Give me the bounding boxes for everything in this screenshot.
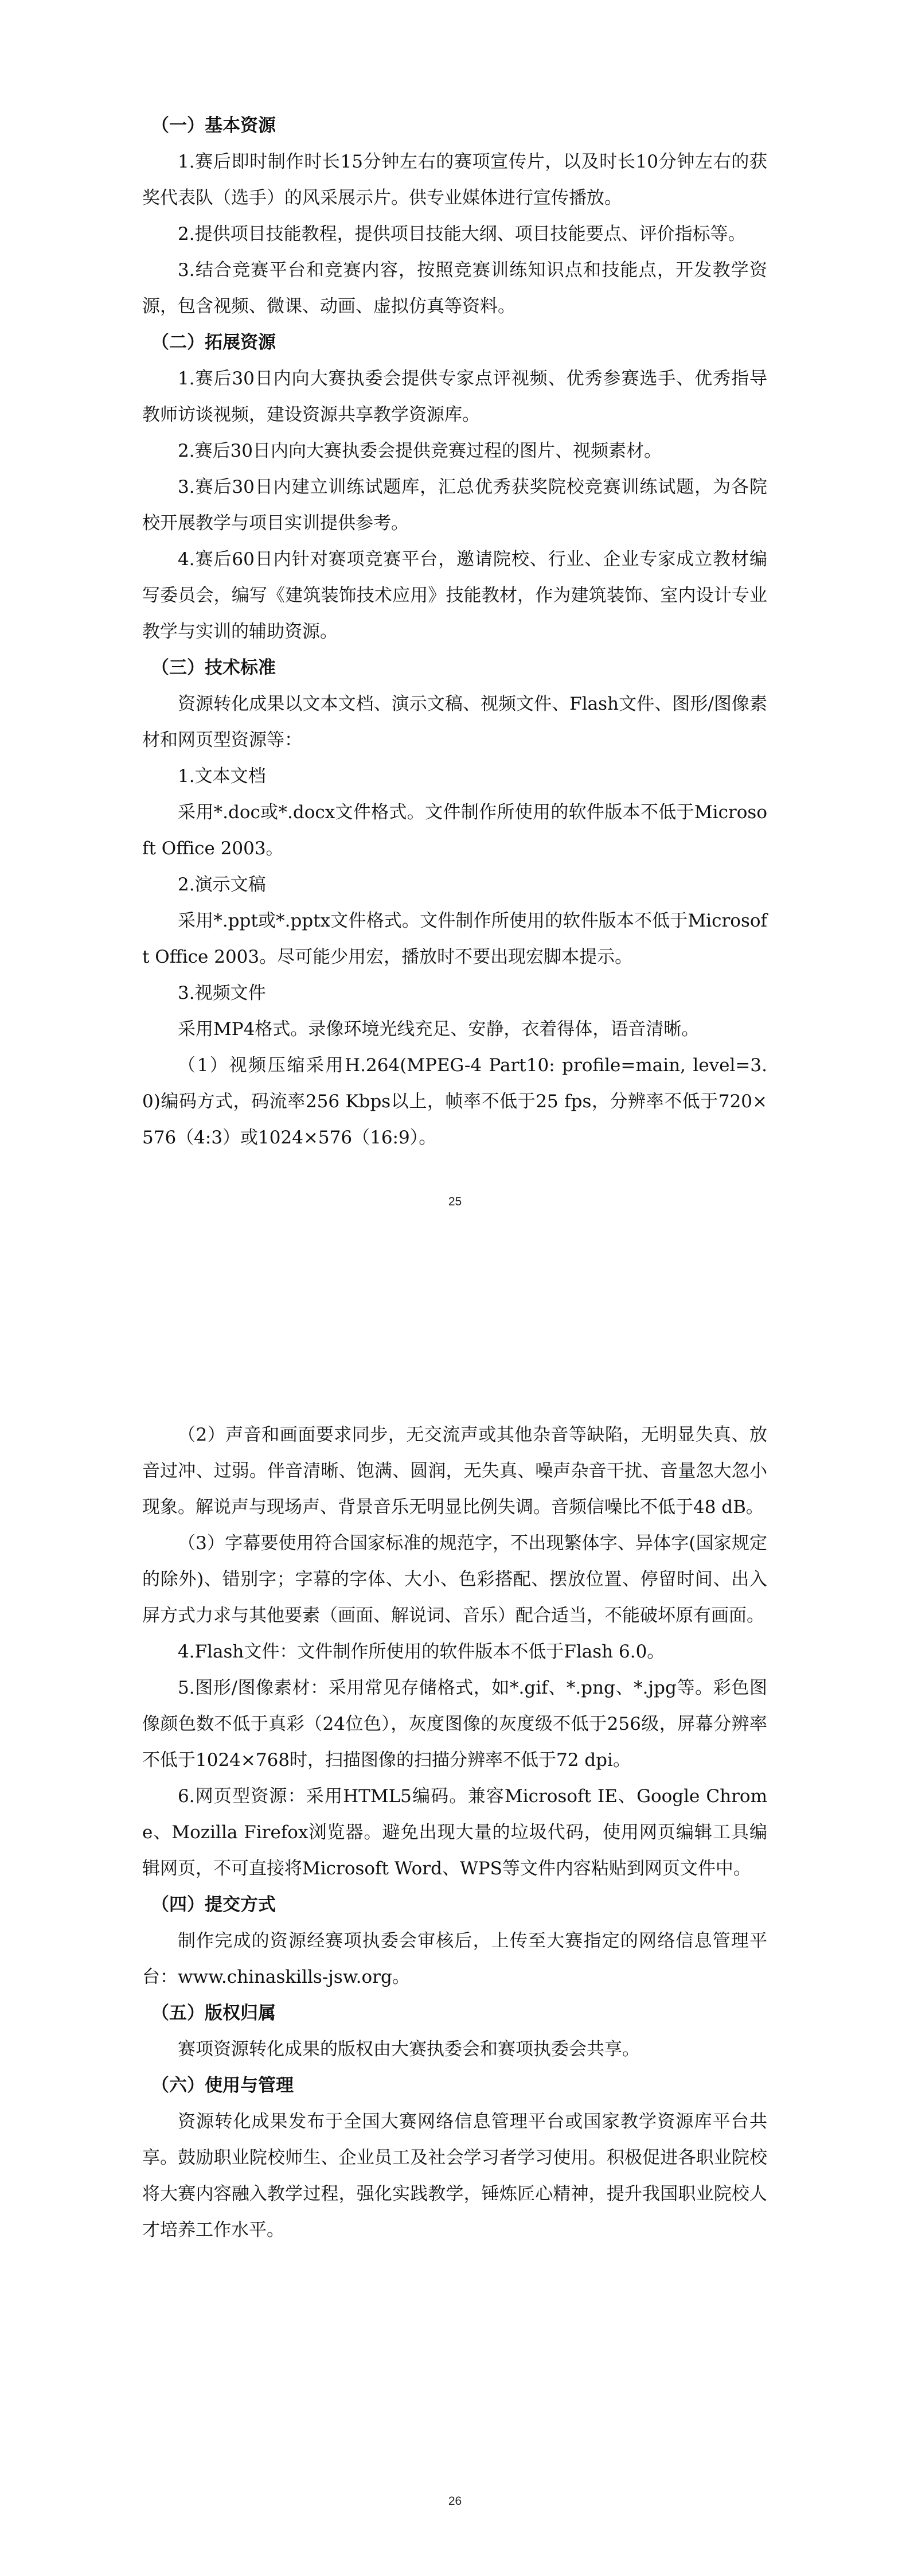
section-heading: （三）技术标准 <box>151 657 276 678</box>
section-heading: （六）使用与管理 <box>151 2075 294 2096</box>
paragraph: （2）声音和画面要求同步，无交流声或其他杂音等缺陷，无明显失真、放音过冲、过弱。伴音清晰、饱满、圆润，无失真、噪声杂音干扰、音量忽大忽小现象。解说声与现场声、背景音乐无明显比例失调。音频信噪比不低于48 dB。 <box>142 1425 767 1517</box>
section-heading: （四）提交方式 <box>151 1894 276 1915</box>
page-content <box>142 1417 767 2248</box>
paragraph: 1.赛后即时制作时长15分钟左右的赛项宣传片，以及时长10分钟左右的获奖代表队（选手）的风采展示片。供专业媒体进行宣传播放。 <box>142 151 767 208</box>
paragraph: 5.图形/图像素材：采用常见存储格式，如*.gif、*.png、*.jpg等。彩色图像颜色数不低于真彩（24位色），灰度图像的灰度级不低于256级，屏幕分辨率不低于1024×768时，扫描图像的扫描分辨率不低于72 dpi。 <box>142 1678 767 1770</box>
paragraph: 资源转化成果以文本文档、演示文稿、视频文件、Flash文件、图形/图像素材和网页型资源等： <box>142 694 767 750</box>
section-heading: （一）基本资源 <box>151 115 276 136</box>
paragraph: 4.Flash文件：文件制作所使用的软件版本不低于Flash 6.0。 <box>178 1641 665 1662</box>
page-number: 26 <box>448 2495 462 2508</box>
document-page-26 <box>0 1288 910 2576</box>
paragraph: 2.赛后30日内向大赛执委会提供竞赛过程的图片、视频素材。 <box>178 441 662 461</box>
paragraph: 采用MP4格式。录像环境光线充足、安静，衣着得体，语音清晰。 <box>178 1019 700 1040</box>
section-heading: （五）版权归属 <box>151 2003 276 2024</box>
paragraph: 4.赛后60日内针对赛项竞赛平台，邀请院校、行业、企业专家成立教材编写委员会，编写《建筑装饰技术应用》技能教材，作为建筑装饰、室内设计专业教学与实训的辅助资源。 <box>142 549 767 642</box>
section-heading: （二）拓展资源 <box>151 332 276 353</box>
paragraph: 赛项资源转化成果的版权由大赛执委会和赛项执委会共享。 <box>178 2039 640 2060</box>
paragraph: （1）视频压缩采用H.264(MPEG-4 Part10: profile=main, level=3.0)编码方式，码流率256 Kbps以上，帧率不低于25 fps，分辨率不低于720×576（4:3）或1024×576（16:9）。 <box>142 1055 767 1148</box>
paragraph: 3.视频文件 <box>178 983 266 1003</box>
paragraph: 采用*.ppt或*.pptx文件格式。文件制作所使用的软件版本不低于Microsoft Office 2003。尽可能少用宏，播放时不要出现宏脚本提示。 <box>142 910 767 967</box>
paragraph: 3.赛后30日内建立训练试题库，汇总优秀获奖院校竞赛训练试题，为各院校开展教学与项目实训提供参考。 <box>142 477 767 534</box>
paragraph: 采用*.doc或*.docx文件格式。文件制作所使用的软件版本不低于Microsoft Office 2003。 <box>142 802 767 859</box>
paragraph: 2.提供项目技能教程，提供项目技能大纲、项目技能要点、评价指标等。 <box>178 224 746 244</box>
paragraph: 1.文本文档 <box>178 766 266 787</box>
paragraph: （3）字幕要使用符合国家标准的规范字，不出现繁体字、异体字(国家规定的除外)、错别字；字幕的字体、大小、色彩搭配、摆放位置、停留时间、出入屏方式力求与其他要素（画面、解说词、音乐）配合适当，不能破坏原有画面。 <box>142 1533 767 1626</box>
paragraph: 制作完成的资源经赛项执委会审核后，上传至大赛指定的网络信息管理平台：www.chinaskills-jsw.org。 <box>142 1931 767 1987</box>
paragraph: 资源转化成果发布于全国大赛网络信息管理平台或国家教学资源库平台共享。鼓励职业院校师生、企业员工及社会学习者学习使用。积极促进各职业院校将大赛内容融入教学过程，强化实践教学，锤炼匠心精神，提升我国职业院校人才培养工作水平。 <box>142 2111 767 2240</box>
paragraph: 3.结合竞赛平台和竞赛内容，按照竞赛训练知识点和技能点，开发教学资源，包含视频、微课、动画、虚拟仿真等资料。 <box>142 260 767 317</box>
page-number: 25 <box>448 1195 462 1208</box>
paragraph: 2.演示文稿 <box>178 874 266 895</box>
page-content <box>142 108 767 1156</box>
paragraph: 1.赛后30日内向大赛执委会提供专家点评视频、优秀参赛选手、优秀指导教师访谈视频，建设资源共享教学资源库。 <box>142 368 767 425</box>
paragraph: 6.网页型资源：采用HTML5编码。兼容Microsoft IE、Google Chrome、Mozilla Firefox浏览器。避免出现大量的垃圾代码，使用网页编辑工具编辑网页，不可直接将Microsoft Word、WPS等文件内容粘贴到网页文件中。 <box>142 1786 767 1879</box>
